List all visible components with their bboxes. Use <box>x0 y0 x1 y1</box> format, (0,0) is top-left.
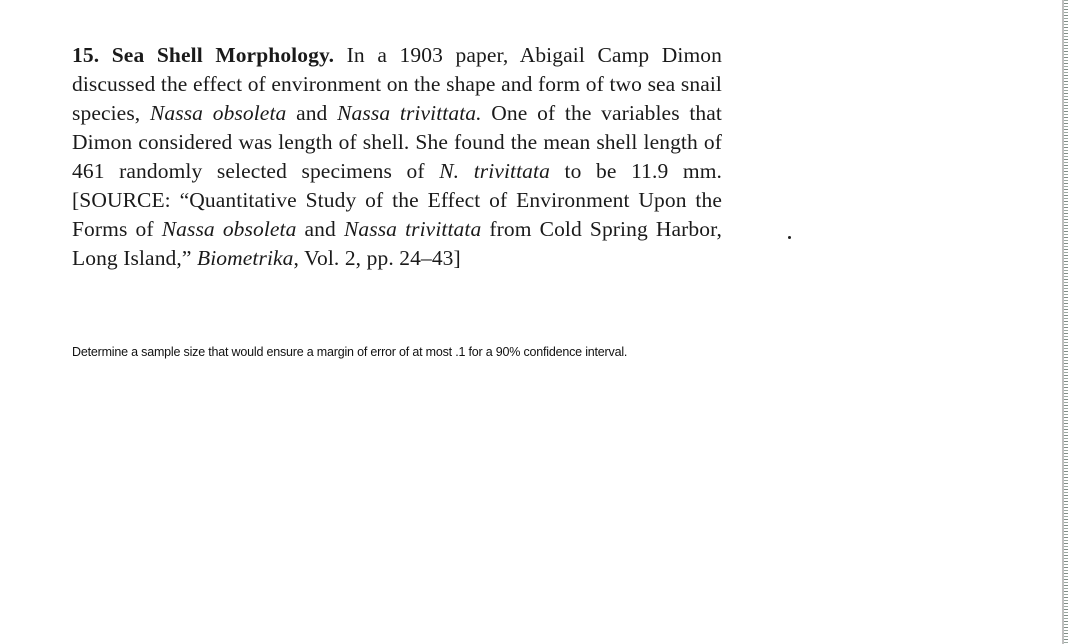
question-prompt: Determine a sample size that would ensure a margin of error of at most .1 for a 90% confidence interval. <box>72 345 628 359</box>
italic-text-segment: Biometrika <box>197 246 294 270</box>
scanned-problem-text <box>72 41 722 273</box>
text-segment: One of the variables that Dimon considered was length of shell. She found the mean shell length of 461 randomly selected specimens of <box>72 101 722 183</box>
text-segment: and <box>286 101 338 125</box>
text-segment: and <box>296 217 344 241</box>
problem-number: 15. <box>72 43 100 67</box>
italic-text-segment: Nassa obsoleta <box>149 101 287 125</box>
stray-dot <box>788 236 791 239</box>
text-segment: to be 11.9 mm. [SOURCE: “Quantitative Study of the Effect of Environment Upon the Forms of <box>72 159 723 241</box>
text-segment: In a 1903 paper, Abigail Camp Dimon discussed the effect of environment on the shape and form of two sea snail species, <box>72 43 722 125</box>
italic-text-segment: Nassa trivittata <box>343 217 482 241</box>
italic-text-segment: Nassa obsoleta <box>161 217 297 241</box>
problem-body <box>72 43 722 270</box>
right-edge-strip <box>1064 0 1068 644</box>
text-segment: , Vol. 2, pp. 24–43] <box>293 246 461 270</box>
italic-text-segment: Nassa trivittata. <box>337 101 482 125</box>
italic-text-segment: N. trivittata <box>439 159 550 183</box>
text-segment: from Cold Spring Harbor, Long Island,” <box>72 217 722 270</box>
problem-title: Sea Shell Morphology. <box>111 43 335 67</box>
